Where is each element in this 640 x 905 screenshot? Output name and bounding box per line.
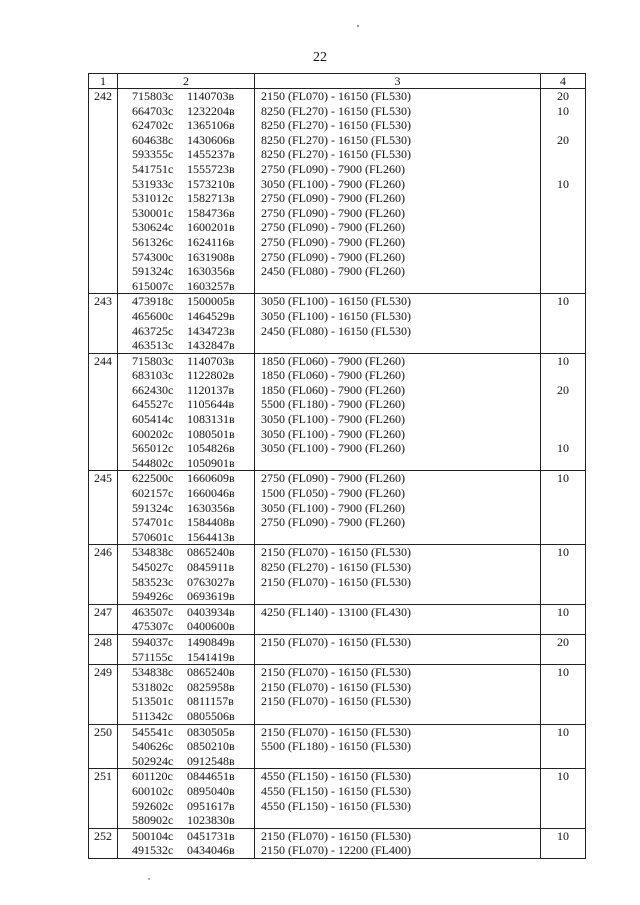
latitude: 491532с <box>132 843 174 858</box>
value-cell <box>541 604 586 634</box>
altitude-range: 3050 (FL100) - 7900 (FL260) <box>261 500 405 515</box>
latitude: 600102с <box>132 783 174 798</box>
scan-speck <box>357 25 359 27</box>
altitude-range-cell <box>255 471 541 545</box>
longitude: 1500005в <box>187 294 235 309</box>
coordinate-pair <box>118 338 254 353</box>
altitude-range: 2150 (FL070) - 16150 (FL530) <box>261 545 411 560</box>
coordinate-pair <box>118 294 254 309</box>
table-row <box>89 634 586 664</box>
latitude: 622500с <box>132 471 174 486</box>
coordinates-cell <box>118 634 255 664</box>
value <box>541 412 585 427</box>
value: 20 <box>557 89 569 103</box>
longitude: 1584736в <box>187 205 235 220</box>
altitude-range: 8250 (FL270) - 16150 (FL530) <box>261 560 411 574</box>
altitude-range: 2450 (FL080) - 7900 (FL260) <box>261 264 405 279</box>
longitude: 1455237в <box>187 147 235 162</box>
altitude-range-cell <box>255 353 541 471</box>
column-header-4: 4 <box>541 74 586 89</box>
coordinates-cell <box>118 665 255 724</box>
latitude: 465600с <box>132 308 174 323</box>
latitude: 531012с <box>132 191 174 206</box>
longitude: 0830505в <box>187 724 235 739</box>
latitude: 645527с <box>132 397 174 412</box>
zone-number: 252 <box>89 828 118 858</box>
altitude-range: 2150 (FL070) - 12200 (FL400) <box>261 843 411 858</box>
altitude-range: 8250 (FL270) - 16150 (FL530) <box>261 103 411 118</box>
coordinate-pair <box>118 665 254 680</box>
longitude: 0844651в <box>187 769 235 784</box>
coordinate-pair <box>118 769 254 784</box>
longitude: 1660046в <box>187 486 235 501</box>
value: 10 <box>557 103 569 118</box>
zone-number: 244 <box>89 353 118 471</box>
coordinate-pair <box>118 650 254 665</box>
latitude: 583523с <box>132 574 174 589</box>
zone-number: 248 <box>89 634 118 664</box>
table-row <box>89 724 586 769</box>
coordinate-pair <box>118 383 254 398</box>
coordinates-cell <box>118 769 255 828</box>
coordinate-pair <box>118 133 254 148</box>
coordinate-pair <box>118 191 254 206</box>
coordinates-cell <box>118 724 255 769</box>
latitude: 531802с <box>132 679 174 694</box>
value <box>541 427 585 442</box>
latitude: 500104с <box>132 828 174 843</box>
latitude: 565012с <box>132 441 174 456</box>
longitude: 0825958в <box>187 679 235 694</box>
longitude: 1365106в <box>187 118 235 133</box>
latitude: 605414с <box>132 412 174 427</box>
altitude-range: 3050 (FL100) - 16150 (FL530) <box>261 308 411 323</box>
altitude-range-cell <box>255 634 541 664</box>
longitude: 1631908в <box>187 249 235 264</box>
altitude-range: 3050 (FL100) - 7900 (FL260) <box>261 176 405 191</box>
zone-number: 249 <box>89 665 118 724</box>
value <box>541 368 585 383</box>
altitude-range: 1850 (FL060) - 7900 (FL260) <box>261 368 405 383</box>
longitude: 1564413в <box>187 529 235 544</box>
altitude-range: 4550 (FL150) - 16150 (FL530) <box>261 798 411 813</box>
altitude-range: 2750 (FL090) - 7900 (FL260) <box>261 161 405 176</box>
latitude: 463725с <box>132 323 174 338</box>
altitude-range: 1850 (FL060) - 7900 (FL260) <box>261 382 405 397</box>
value: 10 <box>557 353 569 368</box>
latitude: 534838с <box>132 545 174 560</box>
longitude: 1603257в <box>187 278 235 293</box>
longitude: 1630356в <box>187 264 235 279</box>
longitude: 1232204в <box>187 103 235 118</box>
latitude: 715803с <box>132 353 174 368</box>
coordinate-pair <box>118 250 254 265</box>
table-header-row <box>89 74 586 89</box>
zone-number: 250 <box>89 724 118 769</box>
latitude: 662430с <box>132 382 174 397</box>
page-number: 22 <box>313 50 327 65</box>
longitude: 1630356в <box>187 500 235 515</box>
longitude: 0895040в <box>187 783 235 798</box>
airspace-table <box>88 73 586 859</box>
coordinate-pair <box>118 177 254 192</box>
latitude: 591324с <box>132 500 174 515</box>
longitude: 1054826в <box>187 441 235 456</box>
altitude-range-cell <box>255 89 541 294</box>
longitude: 1434723в <box>187 323 235 338</box>
longitude: 1122802в <box>187 368 235 383</box>
longitude: 0951617в <box>187 798 235 813</box>
latitude: 544802с <box>132 455 174 470</box>
zone-number: 247 <box>89 604 118 634</box>
longitude: 1490849в <box>187 634 235 649</box>
longitude: 1140703в <box>187 353 235 368</box>
altitude-range: 2450 (FL080) - 16150 (FL530) <box>261 323 411 338</box>
table-body <box>89 89 586 859</box>
altitude-range: 8250 (FL270) - 16150 (FL530) <box>261 132 411 147</box>
latitude: 683103с <box>132 368 174 383</box>
altitude-range: 3050 (FL100) - 7900 (FL260) <box>261 412 405 427</box>
coordinate-pair <box>118 354 254 369</box>
longitude: 0845911в <box>187 560 235 574</box>
longitude: 1582713в <box>187 191 235 206</box>
altitude-range: 4250 (FL140) - 13100 (FL430) <box>261 604 411 619</box>
value-cell <box>541 665 586 724</box>
coordinate-pair <box>118 619 254 634</box>
value-cell <box>541 471 586 545</box>
column-header-1: 1 <box>89 74 118 89</box>
longitude: 0805506в <box>187 708 235 723</box>
altitude-range: 3050 (FL100) - 16150 (FL530) <box>261 294 411 309</box>
longitude: 0912548в <box>187 753 235 768</box>
zone-number: 243 <box>89 294 118 353</box>
table-row <box>89 89 586 294</box>
zone-number: 251 <box>89 769 118 828</box>
coordinate-pair <box>118 368 254 383</box>
altitude-range: 2150 (FL070) - 16150 (FL530) <box>261 574 411 589</box>
latitude: 530624с <box>132 220 174 235</box>
table-row <box>89 353 586 471</box>
coordinate-pair <box>118 397 254 412</box>
coordinates-cell <box>118 604 255 634</box>
zone-number: 242 <box>89 89 118 294</box>
latitude: 592602с <box>132 798 174 813</box>
latitude: 473918с <box>132 294 174 309</box>
latitude: 594037с <box>132 634 174 649</box>
latitude: 664703с <box>132 103 174 118</box>
value: 10 <box>557 604 569 619</box>
coordinates-cell <box>118 353 255 471</box>
longitude: 0763027в <box>187 574 235 589</box>
altitude-range-cell <box>255 294 541 353</box>
latitude: 593355с <box>132 147 174 162</box>
coordinate-pair <box>118 441 254 456</box>
value <box>541 397 585 412</box>
altitude-range: 2150 (FL070) - 16150 (FL530) <box>261 694 411 709</box>
altitude-range-cell <box>255 604 541 634</box>
scan-speck <box>148 878 150 880</box>
coordinate-pair <box>118 799 254 814</box>
longitude: 1541419в <box>187 649 235 664</box>
value-cell <box>541 294 586 353</box>
value-cell <box>541 769 586 828</box>
latitude: 570601с <box>132 529 174 544</box>
latitude: 561326с <box>132 234 174 249</box>
value: 20 <box>557 132 569 147</box>
table-row <box>89 471 586 545</box>
altitude-range: 2750 (FL090) - 7900 (FL260) <box>261 234 405 249</box>
coordinate-pair <box>118 471 254 486</box>
column-header-2: 2 <box>118 74 255 89</box>
coordinate-pair <box>118 560 254 575</box>
altitude-range: 3050 (FL100) - 7900 (FL260) <box>261 426 405 441</box>
coordinate-pair <box>118 635 254 650</box>
coordinate-pair <box>118 206 254 221</box>
value: 10 <box>557 471 569 486</box>
latitude: 511342с <box>132 708 173 723</box>
longitude: 0451731в <box>187 828 235 843</box>
value: 20 <box>557 382 569 397</box>
coordinate-pair <box>118 813 254 828</box>
coordinate-pair <box>118 89 254 104</box>
coordinates-cell <box>118 89 255 294</box>
latitude: 574701с <box>132 515 174 530</box>
longitude: 1050901в <box>187 455 235 470</box>
latitude: 601120с <box>132 769 173 784</box>
coordinate-pair <box>118 324 254 339</box>
coordinate-pair <box>118 515 254 530</box>
coordinates-cell <box>118 294 255 353</box>
latitude: 513501с <box>132 694 174 709</box>
value-cell <box>541 634 586 664</box>
latitude: 591324с <box>132 264 174 279</box>
altitude-range: 4550 (FL150) - 16150 (FL530) <box>261 769 411 784</box>
value: 10 <box>557 294 569 309</box>
altitude-range: 2750 (FL090) - 7900 (FL260) <box>261 515 405 530</box>
coordinate-pair <box>118 486 254 501</box>
coordinate-pair <box>118 456 254 471</box>
altitude-range: 2750 (FL090) - 7900 (FL260) <box>261 191 405 206</box>
coordinate-pair <box>118 412 254 427</box>
latitude: 604638с <box>132 132 174 147</box>
longitude: 1140703в <box>187 89 235 103</box>
longitude: 0400600в <box>187 619 235 634</box>
coordinate-pair <box>118 725 254 740</box>
latitude: 545027с <box>132 560 174 574</box>
longitude: 0811157в <box>187 694 234 709</box>
altitude-range: 2150 (FL070) - 16150 (FL530) <box>261 634 411 649</box>
altitude-range: 8250 (FL270) - 16150 (FL530) <box>261 147 411 162</box>
coordinate-pair <box>118 843 254 858</box>
latitude: 531933с <box>132 176 174 191</box>
coordinate-pair <box>118 530 254 545</box>
longitude: 0403934в <box>187 604 235 619</box>
altitude-range-cell <box>255 545 541 604</box>
altitude-range-cell <box>255 828 541 858</box>
coordinate-pair <box>118 104 254 119</box>
value: 10 <box>557 828 569 843</box>
latitude: 624702с <box>132 118 174 133</box>
longitude: 1600201в <box>187 220 235 235</box>
value: 10 <box>557 176 569 191</box>
latitude: 574300с <box>132 249 174 264</box>
coordinates-cell <box>118 828 255 858</box>
longitude: 0865240в <box>187 665 235 680</box>
altitude-range: 2750 (FL090) - 7900 (FL260) <box>261 471 405 486</box>
latitude: 594926с <box>132 589 174 604</box>
table-row <box>89 828 586 858</box>
coordinate-pair <box>118 162 254 177</box>
latitude: 475307с <box>132 619 174 634</box>
longitude: 1660609в <box>187 471 235 486</box>
longitude: 1624116в <box>187 234 235 249</box>
latitude: 615007с <box>132 278 174 293</box>
value <box>541 162 585 177</box>
coordinate-pair <box>118 264 254 279</box>
altitude-range: 2150 (FL070) - 16150 (FL530) <box>261 665 411 680</box>
altitude-range: 2750 (FL090) - 7900 (FL260) <box>261 205 405 220</box>
latitude: 502924с <box>132 753 174 768</box>
altitude-range: 3050 (FL100) - 7900 (FL260) <box>261 441 405 456</box>
longitude: 1105644в <box>187 397 235 412</box>
value: 10 <box>557 441 569 456</box>
latitude: 545541с <box>132 724 174 739</box>
table-row <box>89 545 586 604</box>
longitude: 1023830в <box>187 813 235 828</box>
longitude: 1432847в <box>187 338 235 353</box>
altitude-range-cell <box>255 769 541 828</box>
value <box>541 118 585 133</box>
altitude-range: 1850 (FL060) - 7900 (FL260) <box>261 353 405 368</box>
altitude-range: 1500 (FL050) - 7900 (FL260) <box>261 486 405 501</box>
value-cell <box>541 89 586 294</box>
zone-number: 246 <box>89 545 118 604</box>
coordinate-pair <box>118 605 254 620</box>
longitude: 1080501в <box>187 426 235 441</box>
altitude-range: 2750 (FL090) - 7900 (FL260) <box>261 220 405 235</box>
altitude-range: 5500 (FL180) - 16150 (FL530) <box>261 739 411 754</box>
value <box>541 147 585 162</box>
coordinate-pair <box>118 680 254 695</box>
value-cell <box>541 828 586 858</box>
value: 20 <box>557 634 569 649</box>
longitude: 1573210в <box>187 176 235 191</box>
coordinate-pair <box>118 754 254 769</box>
latitude: 540626с <box>132 739 174 754</box>
coordinate-pair <box>118 279 254 294</box>
coordinate-pair <box>118 545 254 560</box>
latitude: 571155с <box>132 649 173 664</box>
latitude: 541751с <box>132 161 174 176</box>
table-row <box>89 604 586 634</box>
altitude-range-cell <box>255 665 541 724</box>
coordinate-pair <box>118 739 254 754</box>
longitude: 0865240в <box>187 545 235 560</box>
value: 10 <box>557 545 569 560</box>
latitude: 534838с <box>132 665 174 680</box>
altitude-range: 2750 (FL090) - 7900 (FL260) <box>261 249 405 264</box>
longitude: 0434046в <box>187 843 235 858</box>
coordinate-pair <box>118 220 254 235</box>
coordinate-pair <box>118 829 254 844</box>
longitude: 1430606в <box>187 132 235 147</box>
value: 10 <box>557 769 569 784</box>
value: 10 <box>557 724 569 739</box>
longitude: 1464529в <box>187 308 235 323</box>
latitude: 600202с <box>132 426 174 441</box>
value-cell <box>541 353 586 471</box>
latitude: 463507с <box>132 604 174 619</box>
value: 10 <box>557 665 569 680</box>
altitude-range: 4550 (FL150) - 16150 (FL530) <box>261 783 411 798</box>
longitude: 1120137в <box>187 382 235 397</box>
altitude-range: 2150 (FL070) - 16150 (FL530) <box>261 679 411 694</box>
coordinate-pair <box>118 309 254 324</box>
coordinate-pair <box>118 427 254 442</box>
longitude: 0850210в <box>187 739 235 754</box>
altitude-range: 2150 (FL070) - 16150 (FL530) <box>261 89 411 103</box>
coordinate-pair <box>118 575 254 590</box>
longitude: 1555723в <box>187 161 235 176</box>
altitude-range-cell <box>255 724 541 769</box>
altitude-range: 2150 (FL070) - 16150 (FL530) <box>261 724 411 739</box>
table-row <box>89 665 586 724</box>
latitude: 715803с <box>132 89 174 103</box>
coordinates-cell <box>118 471 255 545</box>
coordinate-pair <box>118 784 254 799</box>
value-cell <box>541 724 586 769</box>
longitude: 1083131в <box>187 412 235 427</box>
coordinate-pair <box>118 709 254 724</box>
coordinate-pair <box>118 501 254 516</box>
latitude: 602157с <box>132 486 174 501</box>
coordinate-pair <box>118 147 254 162</box>
value-cell <box>541 545 586 604</box>
altitude-range: 8250 (FL270) - 16150 (FL530) <box>261 118 411 133</box>
coordinate-pair <box>118 235 254 250</box>
table-row <box>89 294 586 353</box>
table-row <box>89 769 586 828</box>
column-header-3: 3 <box>255 74 541 89</box>
coordinate-pair <box>118 589 254 604</box>
coordinates-cell <box>118 545 255 604</box>
latitude: 463513с <box>132 338 174 353</box>
latitude: 580902с <box>132 813 174 828</box>
zone-number: 245 <box>89 471 118 545</box>
coordinate-pair <box>118 694 254 709</box>
latitude: 530001с <box>132 205 174 220</box>
longitude: 0693619в <box>187 589 235 604</box>
longitude: 1584408в <box>187 515 235 530</box>
altitude-range: 5500 (FL180) - 7900 (FL260) <box>261 397 405 412</box>
altitude-range: 2150 (FL070) - 16150 (FL530) <box>261 828 411 843</box>
coordinate-pair <box>118 118 254 133</box>
